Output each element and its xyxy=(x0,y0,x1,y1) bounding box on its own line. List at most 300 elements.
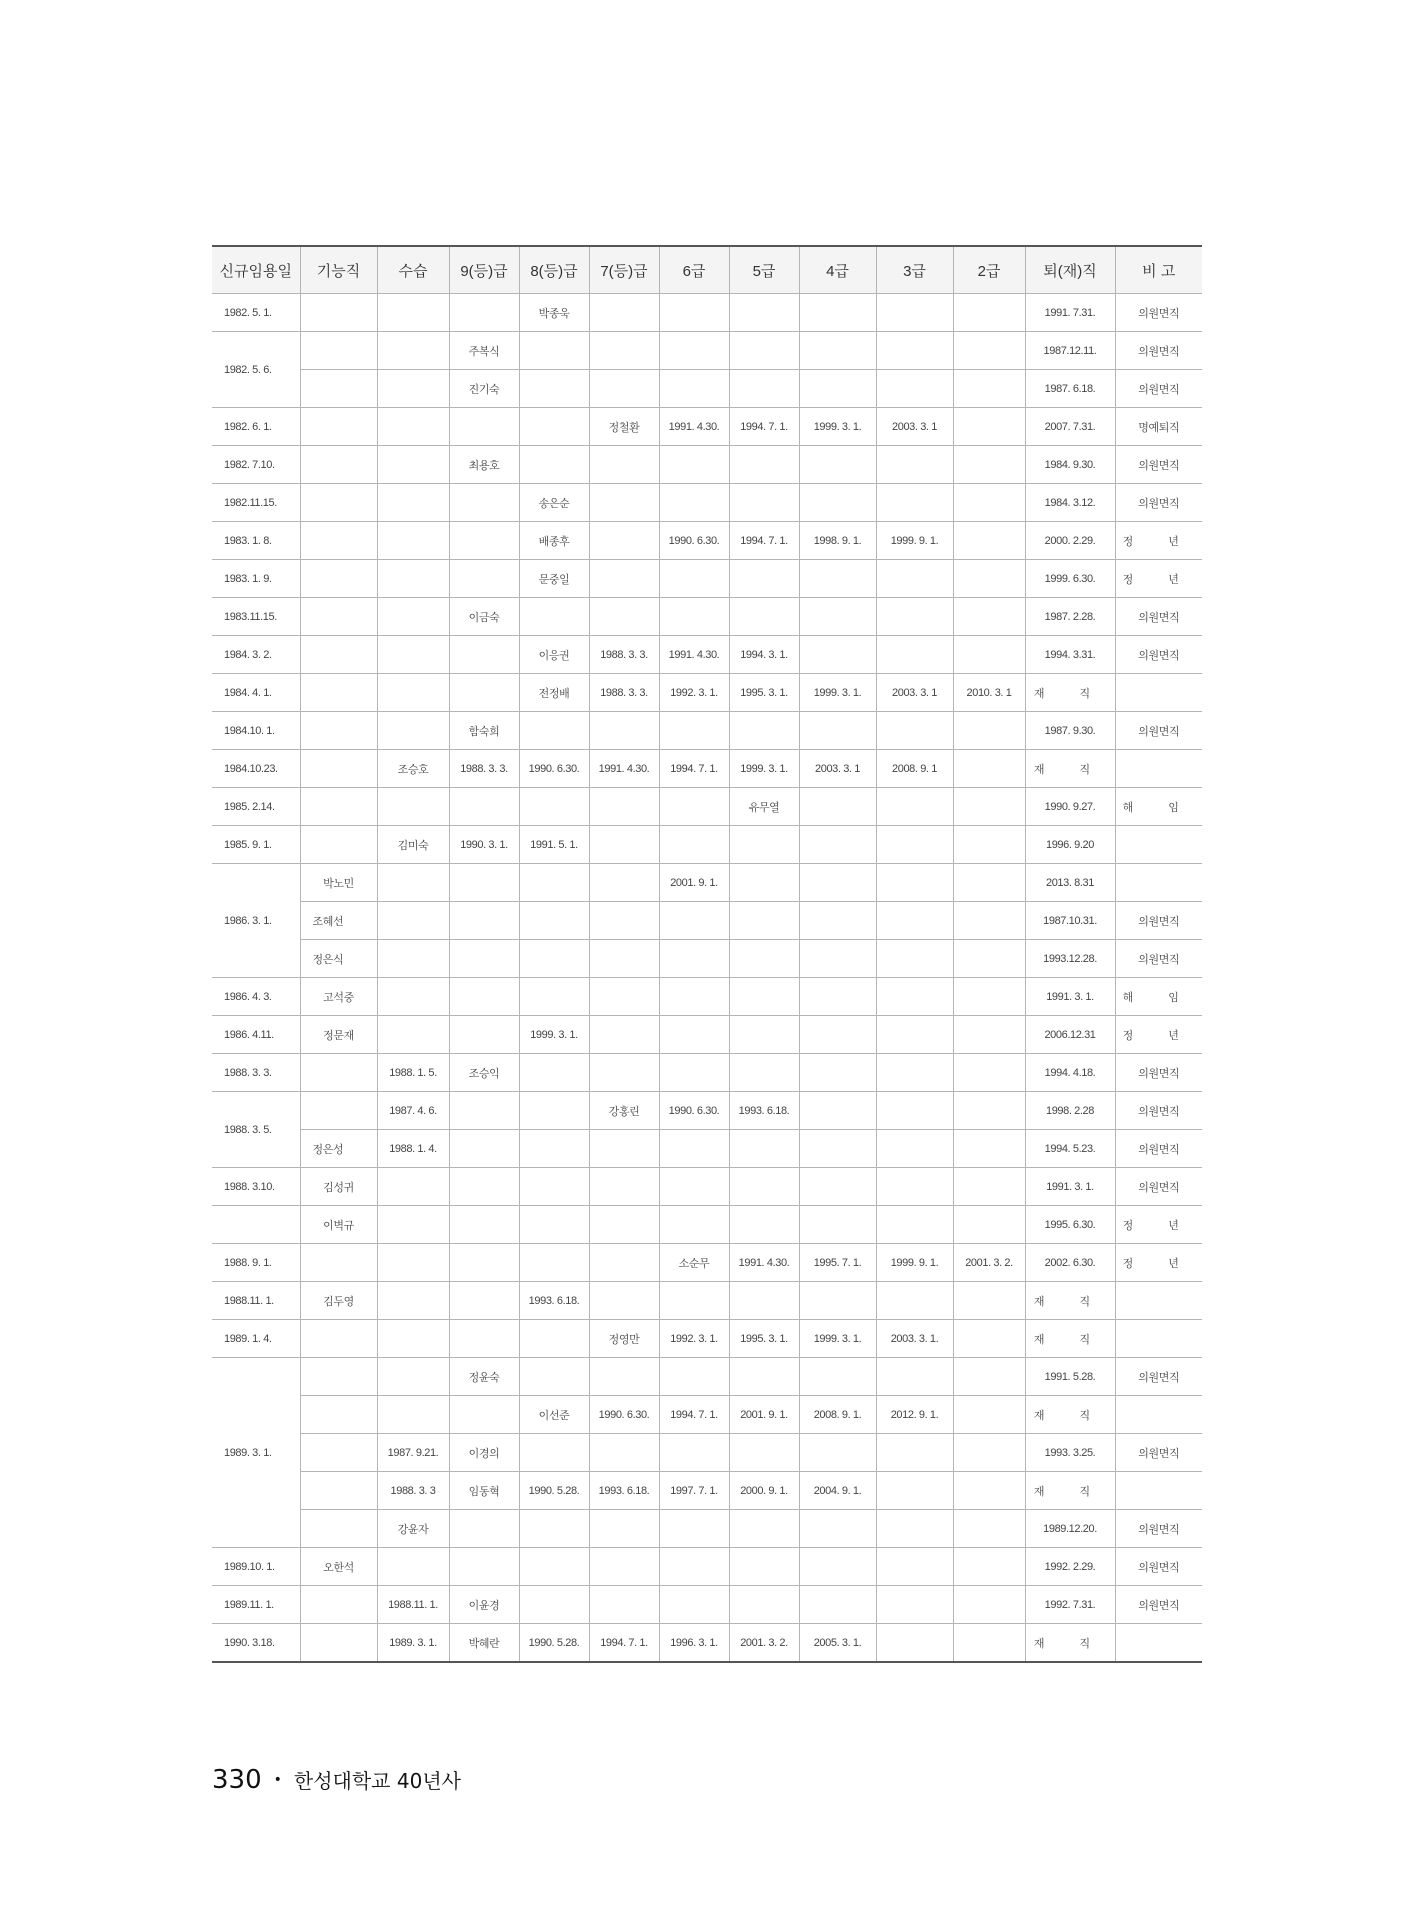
table-cell: 1987. 6.18. xyxy=(1025,370,1115,408)
table-cell xyxy=(876,940,953,978)
table-cell xyxy=(300,332,377,370)
table-cell: 2010. 3. 1 xyxy=(953,674,1025,712)
table-row xyxy=(212,294,1202,332)
table-cell xyxy=(953,750,1025,788)
table-cell: 재 직 xyxy=(1025,674,1115,712)
table-row xyxy=(212,1358,1202,1396)
table-cell xyxy=(953,332,1025,370)
table-cell xyxy=(659,598,729,636)
table-cell: 2000. 9. 1. xyxy=(729,1472,799,1510)
table-cell: 1989. 1. 4. xyxy=(212,1320,300,1358)
table-cell: 2003. 3. 1. xyxy=(876,1320,953,1358)
table-cell xyxy=(729,1510,799,1548)
table-cell xyxy=(729,1548,799,1586)
table-cell: 1991. 4.30. xyxy=(589,750,659,788)
table-row xyxy=(212,598,1202,636)
table-cell xyxy=(377,1168,449,1206)
table-cell: 1984. 3. 2. xyxy=(212,636,300,674)
table-cell xyxy=(519,1244,589,1282)
table-cell xyxy=(876,1624,953,1663)
table-cell xyxy=(300,446,377,484)
table-cell: 정영만 xyxy=(589,1320,659,1358)
table-row xyxy=(212,1016,1202,1054)
table-row xyxy=(212,1092,1202,1130)
table-cell: 1982. 5. 6. xyxy=(212,332,300,408)
table-cell xyxy=(1115,750,1202,788)
table-cell: 1993. 6.18. xyxy=(589,1472,659,1510)
table-cell xyxy=(953,1472,1025,1510)
table-cell xyxy=(519,1510,589,1548)
table-cell: 1990. 6.30. xyxy=(659,522,729,560)
table-cell xyxy=(659,1358,729,1396)
table-cell xyxy=(799,560,876,598)
table-cell: 1985. 9. 1. xyxy=(212,826,300,864)
table-row xyxy=(212,940,1202,978)
table-cell: 재 직 xyxy=(1025,1472,1115,1510)
table-cell xyxy=(449,560,519,598)
page-footer xyxy=(212,1765,461,1795)
table-row xyxy=(212,864,1202,902)
table-cell xyxy=(589,1586,659,1624)
table-cell: 1988. 3. 3. xyxy=(589,636,659,674)
table-cell xyxy=(449,1130,519,1168)
table-cell xyxy=(729,1282,799,1320)
table-cell xyxy=(799,598,876,636)
table-cell: 1999. 6.30. xyxy=(1025,560,1115,598)
table-cell: 재 직 xyxy=(1025,1320,1115,1358)
table-cell xyxy=(953,598,1025,636)
table-cell xyxy=(1115,1282,1202,1320)
table-cell xyxy=(377,408,449,446)
table-cell xyxy=(519,1548,589,1586)
table-cell: 1993. 3.25. xyxy=(1025,1434,1115,1472)
table-cell xyxy=(589,446,659,484)
table-cell: 의원면직 xyxy=(1115,1092,1202,1130)
table-cell: 1989. 3. 1. xyxy=(377,1624,449,1663)
table-cell: 주복식 xyxy=(449,332,519,370)
table-cell: 1991. 4.30. xyxy=(729,1244,799,1282)
table-cell: 2003. 3. 1 xyxy=(799,750,876,788)
column-header: 4급 xyxy=(799,246,876,294)
table-cell xyxy=(799,1282,876,1320)
table-cell xyxy=(519,902,589,940)
table-cell xyxy=(519,1586,589,1624)
table-cell: 1987.12.11. xyxy=(1025,332,1115,370)
table-cell xyxy=(300,1624,377,1663)
table-cell: 의원면직 xyxy=(1115,940,1202,978)
table-cell xyxy=(300,788,377,826)
table-cell: 1996. 9.20 xyxy=(1025,826,1115,864)
table-cell xyxy=(799,484,876,522)
table-cell xyxy=(519,1320,589,1358)
table-cell: 박노민 xyxy=(300,864,377,902)
table-cell xyxy=(449,1282,519,1320)
table-cell xyxy=(799,1054,876,1092)
table-cell: 1992. 7.31. xyxy=(1025,1586,1115,1624)
table-cell xyxy=(300,598,377,636)
table-row xyxy=(212,484,1202,522)
table-cell xyxy=(729,294,799,332)
table-cell: 1984.10. 1. xyxy=(212,712,300,750)
column-header: 9(등)급 xyxy=(449,246,519,294)
table-cell: 1988. 1. 4. xyxy=(377,1130,449,1168)
column-header: 5급 xyxy=(729,246,799,294)
table-cell xyxy=(659,1130,729,1168)
table-cell xyxy=(799,1130,876,1168)
table-cell: 김두영 xyxy=(300,1282,377,1320)
table-cell xyxy=(953,1054,1025,1092)
table-cell: 1999. 3. 1. xyxy=(799,1320,876,1358)
table-cell: 1988. 3. 3. xyxy=(212,1054,300,1092)
table-cell xyxy=(589,332,659,370)
table-cell xyxy=(300,712,377,750)
table-cell xyxy=(377,1282,449,1320)
table-cell: 오한석 xyxy=(300,1548,377,1586)
table-cell: 2002. 6.30. xyxy=(1025,1244,1115,1282)
table-cell: 의원면직 xyxy=(1115,1434,1202,1472)
table-row xyxy=(212,1510,1202,1548)
table-cell: 1989.10. 1. xyxy=(212,1548,300,1586)
table-cell xyxy=(799,788,876,826)
table-cell xyxy=(377,560,449,598)
table-cell: 2001. 3. 2. xyxy=(953,1244,1025,1282)
column-header: 퇴(재)직 xyxy=(1025,246,1115,294)
table-row xyxy=(212,1130,1202,1168)
table-row xyxy=(212,788,1202,826)
table-cell xyxy=(659,826,729,864)
table-cell xyxy=(377,1396,449,1434)
table-cell: 2001. 3. 2. xyxy=(729,1624,799,1663)
table-cell xyxy=(449,636,519,674)
table-cell xyxy=(519,1358,589,1396)
table-cell xyxy=(449,1320,519,1358)
table-cell: 유무열 xyxy=(729,788,799,826)
table-cell xyxy=(729,1206,799,1244)
table-cell xyxy=(589,1282,659,1320)
table-cell xyxy=(799,712,876,750)
table-cell: 1989.12.20. xyxy=(1025,1510,1115,1548)
table-cell xyxy=(589,978,659,1016)
table-cell: 1985. 2.14. xyxy=(212,788,300,826)
table-cell xyxy=(953,1168,1025,1206)
table-row xyxy=(212,902,1202,940)
table-cell xyxy=(953,902,1025,940)
table-row xyxy=(212,522,1202,560)
table-cell xyxy=(589,522,659,560)
table-cell xyxy=(953,864,1025,902)
table-cell: 1994. 7. 1. xyxy=(729,522,799,560)
table-cell: 1984. 4. 1. xyxy=(212,674,300,712)
table-cell xyxy=(799,370,876,408)
table-cell xyxy=(659,1510,729,1548)
table-cell: 1993.12.28. xyxy=(1025,940,1115,978)
table-cell xyxy=(799,294,876,332)
table-cell xyxy=(953,1130,1025,1168)
column-header: 6급 xyxy=(659,246,729,294)
table-cell: 의원면직 xyxy=(1115,1054,1202,1092)
table-cell xyxy=(876,1054,953,1092)
table-cell xyxy=(519,446,589,484)
table-cell xyxy=(729,978,799,1016)
table-cell: 1999. 3. 1. xyxy=(799,674,876,712)
table-cell: 1982.11.15. xyxy=(212,484,300,522)
table-cell xyxy=(300,1396,377,1434)
table-cell xyxy=(729,712,799,750)
table-cell xyxy=(876,978,953,1016)
table-cell xyxy=(589,1016,659,1054)
table-cell xyxy=(876,864,953,902)
table-cell xyxy=(300,1320,377,1358)
table-cell xyxy=(589,1548,659,1586)
table-cell xyxy=(589,1510,659,1548)
table-cell: 1992. 3. 1. xyxy=(659,1320,729,1358)
table-cell xyxy=(377,1016,449,1054)
table-cell: 전정배 xyxy=(519,674,589,712)
column-header: 수습 xyxy=(377,246,449,294)
table-cell: 1991. 4.30. xyxy=(659,408,729,446)
table-cell xyxy=(799,1548,876,1586)
table-cell xyxy=(519,598,589,636)
table-cell xyxy=(729,864,799,902)
table-cell xyxy=(1115,1624,1202,1663)
table-cell xyxy=(953,1282,1025,1320)
table-cell: 임동혁 xyxy=(449,1472,519,1510)
table-cell: 의원면직 xyxy=(1115,902,1202,940)
table-cell: 함숙희 xyxy=(449,712,519,750)
table-cell: 조혜선 xyxy=(300,902,377,940)
book-title: 한성대학교 40년사 xyxy=(293,1769,461,1793)
table-cell xyxy=(953,826,1025,864)
table-cell xyxy=(876,560,953,598)
table-cell xyxy=(449,1016,519,1054)
table-cell: 명예퇴직 xyxy=(1115,408,1202,446)
table-cell xyxy=(729,1054,799,1092)
table-cell: 최용호 xyxy=(449,446,519,484)
table-row xyxy=(212,446,1202,484)
table-cell: 1988. 3. 3. xyxy=(589,674,659,712)
table-cell xyxy=(729,1016,799,1054)
table-cell xyxy=(300,408,377,446)
table-cell: 정윤숙 xyxy=(449,1358,519,1396)
table-cell: 1999. 3. 1. xyxy=(729,750,799,788)
table-cell xyxy=(519,712,589,750)
table-cell xyxy=(519,1092,589,1130)
table-cell: 1995. 6.30. xyxy=(1025,1206,1115,1244)
table-cell xyxy=(953,788,1025,826)
table-cell: 1996. 3. 1. xyxy=(659,1624,729,1663)
table-cell: 1986. 4.11. xyxy=(212,1016,300,1054)
table-cell xyxy=(799,636,876,674)
table-cell xyxy=(953,1016,1025,1054)
table-cell xyxy=(589,864,659,902)
table-row xyxy=(212,1434,1202,1472)
table-cell: 1988. 3.10. xyxy=(212,1168,300,1206)
table-cell xyxy=(449,1206,519,1244)
table-cell: 박종욱 xyxy=(519,294,589,332)
table-cell: 재 직 xyxy=(1025,1624,1115,1663)
table-cell xyxy=(953,1434,1025,1472)
table-cell: 1986. 3. 1. xyxy=(212,864,300,978)
table-cell: 1990. 6.30. xyxy=(659,1092,729,1130)
table-cell xyxy=(799,826,876,864)
table-cell xyxy=(300,1434,377,1472)
table-cell: 1982. 7.10. xyxy=(212,446,300,484)
table-cell: 1988.11. 1. xyxy=(212,1282,300,1320)
table-row xyxy=(212,826,1202,864)
header-row xyxy=(212,246,1202,294)
table-cell xyxy=(1115,1396,1202,1434)
table-cell xyxy=(449,484,519,522)
table-cell xyxy=(300,826,377,864)
table-cell xyxy=(589,560,659,598)
table-cell xyxy=(953,1548,1025,1586)
table-cell xyxy=(300,750,377,788)
table-cell xyxy=(799,1510,876,1548)
table-cell xyxy=(449,1168,519,1206)
table-cell xyxy=(799,1586,876,1624)
table-cell xyxy=(377,446,449,484)
table-cell: 1987. 9.21. xyxy=(377,1434,449,1472)
table-row xyxy=(212,1624,1202,1663)
table-cell: 1990. 6.30. xyxy=(519,750,589,788)
table-cell: 2004. 9. 1. xyxy=(799,1472,876,1510)
table-cell xyxy=(799,902,876,940)
table-cell: 정 년 xyxy=(1115,522,1202,560)
table-cell xyxy=(659,1586,729,1624)
table-cell xyxy=(449,1244,519,1282)
table-cell xyxy=(377,940,449,978)
table-cell xyxy=(729,940,799,978)
table-cell xyxy=(729,826,799,864)
table-cell: 1993. 6.18. xyxy=(729,1092,799,1130)
table-cell: 1991. 7.31. xyxy=(1025,294,1115,332)
table-cell xyxy=(876,1092,953,1130)
table-row xyxy=(212,560,1202,598)
column-header: 3급 xyxy=(876,246,953,294)
table-cell: 1989. 3. 1. xyxy=(212,1358,300,1548)
table-cell xyxy=(519,332,589,370)
table-cell xyxy=(377,522,449,560)
table-cell: 정 년 xyxy=(1115,1016,1202,1054)
table-cell xyxy=(449,788,519,826)
table-cell xyxy=(377,1244,449,1282)
table-cell: 송은순 xyxy=(519,484,589,522)
table-cell: 1990. 5.28. xyxy=(519,1472,589,1510)
table-cell xyxy=(589,1206,659,1244)
table-row xyxy=(212,1168,1202,1206)
table-cell xyxy=(876,1168,953,1206)
table-cell xyxy=(876,788,953,826)
table-cell xyxy=(659,332,729,370)
table-row xyxy=(212,1396,1202,1434)
table-cell xyxy=(659,370,729,408)
table-cell: 1987.10.31. xyxy=(1025,902,1115,940)
table-cell: 이응권 xyxy=(519,636,589,674)
table-cell xyxy=(659,712,729,750)
table-cell xyxy=(953,1092,1025,1130)
table-cell xyxy=(449,902,519,940)
table-cell: 이금숙 xyxy=(449,598,519,636)
column-header: 신규임용일 xyxy=(212,246,300,294)
table-row xyxy=(212,1244,1202,1282)
table-cell xyxy=(659,1168,729,1206)
table-cell: 1994. 5.23. xyxy=(1025,1130,1115,1168)
table-cell xyxy=(519,370,589,408)
table-cell xyxy=(953,1510,1025,1548)
table-cell xyxy=(729,1434,799,1472)
table-cell xyxy=(300,1054,377,1092)
table-cell xyxy=(953,1624,1025,1663)
table-cell xyxy=(953,484,1025,522)
table-cell xyxy=(729,1586,799,1624)
column-header: 8(등)급 xyxy=(519,246,589,294)
table-cell xyxy=(953,560,1025,598)
table-cell xyxy=(519,978,589,1016)
table-cell xyxy=(659,294,729,332)
table-cell: 1982. 6. 1. xyxy=(212,408,300,446)
table-cell: 조승익 xyxy=(449,1054,519,1092)
table-cell xyxy=(799,332,876,370)
table-cell xyxy=(377,636,449,674)
table-cell xyxy=(589,1358,659,1396)
table-cell: 1991. 5. 1. xyxy=(519,826,589,864)
footer-separator: • xyxy=(273,1772,282,1788)
table-cell: 1999. 9. 1. xyxy=(876,1244,953,1282)
table-cell xyxy=(377,1320,449,1358)
table-cell: 1988. 3. 3 xyxy=(377,1472,449,1510)
table-cell xyxy=(729,902,799,940)
table-cell xyxy=(1115,674,1202,712)
table-cell: 재 직 xyxy=(1025,750,1115,788)
table-cell: 이윤경 xyxy=(449,1586,519,1624)
table-cell xyxy=(589,598,659,636)
table-cell xyxy=(729,598,799,636)
table-cell: 1994. 7. 1. xyxy=(659,1396,729,1434)
table-cell xyxy=(300,484,377,522)
table-cell xyxy=(659,1434,729,1472)
table-cell: 의원면직 xyxy=(1115,1358,1202,1396)
table-cell xyxy=(449,1396,519,1434)
table-cell xyxy=(589,788,659,826)
table-cell xyxy=(449,522,519,560)
table-cell: 2001. 9. 1. xyxy=(659,864,729,902)
table-cell: 1984. 9.30. xyxy=(1025,446,1115,484)
table-cell: 1998. 2.28 xyxy=(1025,1092,1115,1130)
table-cell: 정은성 xyxy=(300,1130,377,1168)
table-cell: 1992. 2.29. xyxy=(1025,1548,1115,1586)
table-cell xyxy=(729,1130,799,1168)
table-cell xyxy=(212,1206,300,1244)
table-cell: 2012. 9. 1. xyxy=(876,1396,953,1434)
table-cell xyxy=(659,446,729,484)
table-cell: 1988. 3. 5. xyxy=(212,1092,300,1168)
table-cell xyxy=(953,712,1025,750)
table-cell xyxy=(377,370,449,408)
table-cell xyxy=(953,1358,1025,1396)
table-cell xyxy=(589,1054,659,1092)
table-cell: 1990. 9.27. xyxy=(1025,788,1115,826)
table-cell: 김미숙 xyxy=(377,826,449,864)
table-cell: 의원면직 xyxy=(1115,712,1202,750)
table-row xyxy=(212,332,1202,370)
table-cell xyxy=(729,446,799,484)
table-cell xyxy=(589,370,659,408)
table-cell: 1991. 4.30. xyxy=(659,636,729,674)
table-cell: 1983. 1. 8. xyxy=(212,522,300,560)
table-cell: 의원면직 xyxy=(1115,446,1202,484)
table-cell xyxy=(799,1358,876,1396)
table-cell xyxy=(377,674,449,712)
